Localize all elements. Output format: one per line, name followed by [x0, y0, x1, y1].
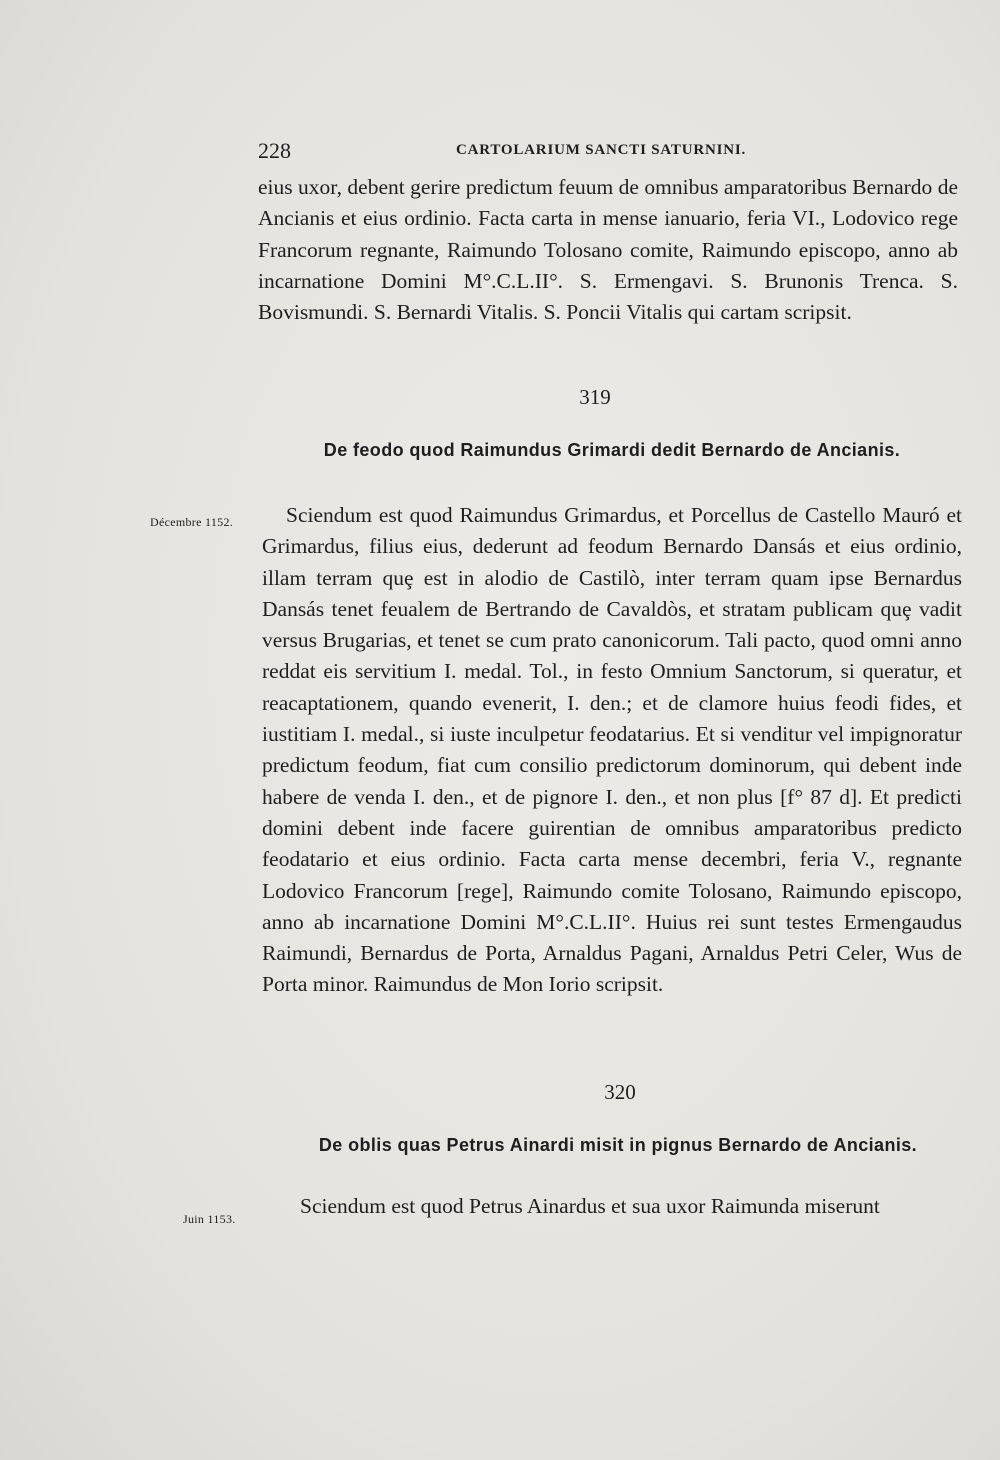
- margin-date-320: Juin 1153.: [183, 1212, 236, 1226]
- paragraph: Sciendum est quod Petrus Ainardus et sua uxor Raimunda miserunt: [300, 1194, 880, 1218]
- charter-heading-320: De oblis quas Petrus Ainardi misit in pignus Bernardo de Ancianis.: [318, 1135, 918, 1155]
- charter-318-continuation: [258, 172, 958, 328]
- paragraph: Sciendum est quod Raimundus Grimardus, et Porcellus de Castello Mauró et Grimardus, filius eius, dederunt ad feodum Bernardo Dansás et eius ordinio, illam terram quȩ est in alodio de Castilò, inter terram quam ipse Bernardus Dansás tenet feualem de Bertrando de Cavaldòs, et stratam publicam quȩ vadit versus Brugarias, et tenet se cum prato canonicorum. Tali pacto, quod omni anno reddat eis servitium I. medal. Tol., in festo Omnium Sanctorum, si queratur, et reacaptationem, quando evenerit, I. den.; et de clamore huius feodi fides, et iustitiam I. medal., si iuste inculpetur feodatarius. Et si venditur vel impignoratur predictum feodum, fiat cum consilio predictorum dominorum, qui debent inde habere de venda I. den., et de pignore I. den., et non plus [f° 87 d]. Et predicti domini debent inde facere guirentian de omnibus amparatoribus predicto feodatario et eius ordinio. Facta carta mense decembri, feria V., regnante Lodovico Francorum [rege], Raimundo comite Tolosano, Raimundo episcopo, anno ab incarnatione Domini M°.C.L.II°. Huius rei sunt testes Ermengaudus Raimundi, Bernardus de Porta, Arnaldus Pagani, Arnaldus Petri Celer, Wus de Porta minor. Raimundus de Mon Iorio scripsit.: [262, 503, 962, 997]
- charter-319-body: [262, 500, 962, 1001]
- margin-date-319: Décembre 1152.: [150, 515, 234, 529]
- charter-number-319: 319: [579, 385, 611, 409]
- paragraph: eius uxor, debent gerire predictum feuum de omnibus amparatoribus Bernardo de Ancianis et eius ordinio. Facta carta in mense ianuario, feria VI., Lodovico rege Francorum regnante, Raimundo Tolosano comite, Raimundo episcopo, anno ab incarnatione Domini M°.C.L.II°. S. Ermengavi. S. Brunonis Trenca. S. Bovismundi. S. Bernardi Vitalis. S. Poncii Vitalis qui cartam scripsit.: [258, 175, 958, 325]
- running-title: CARTOLARIUM SANCTI SATURNINI.: [456, 142, 747, 158]
- charter-number-320: 320: [604, 1080, 636, 1104]
- charter-heading-319: De feodo quod Raimundus Grimardi dedit Bernardo de Ancianis.: [323, 440, 901, 460]
- running-head: [258, 138, 958, 164]
- charter-320-body: [300, 1191, 965, 1222]
- page-number: 228: [258, 138, 291, 163]
